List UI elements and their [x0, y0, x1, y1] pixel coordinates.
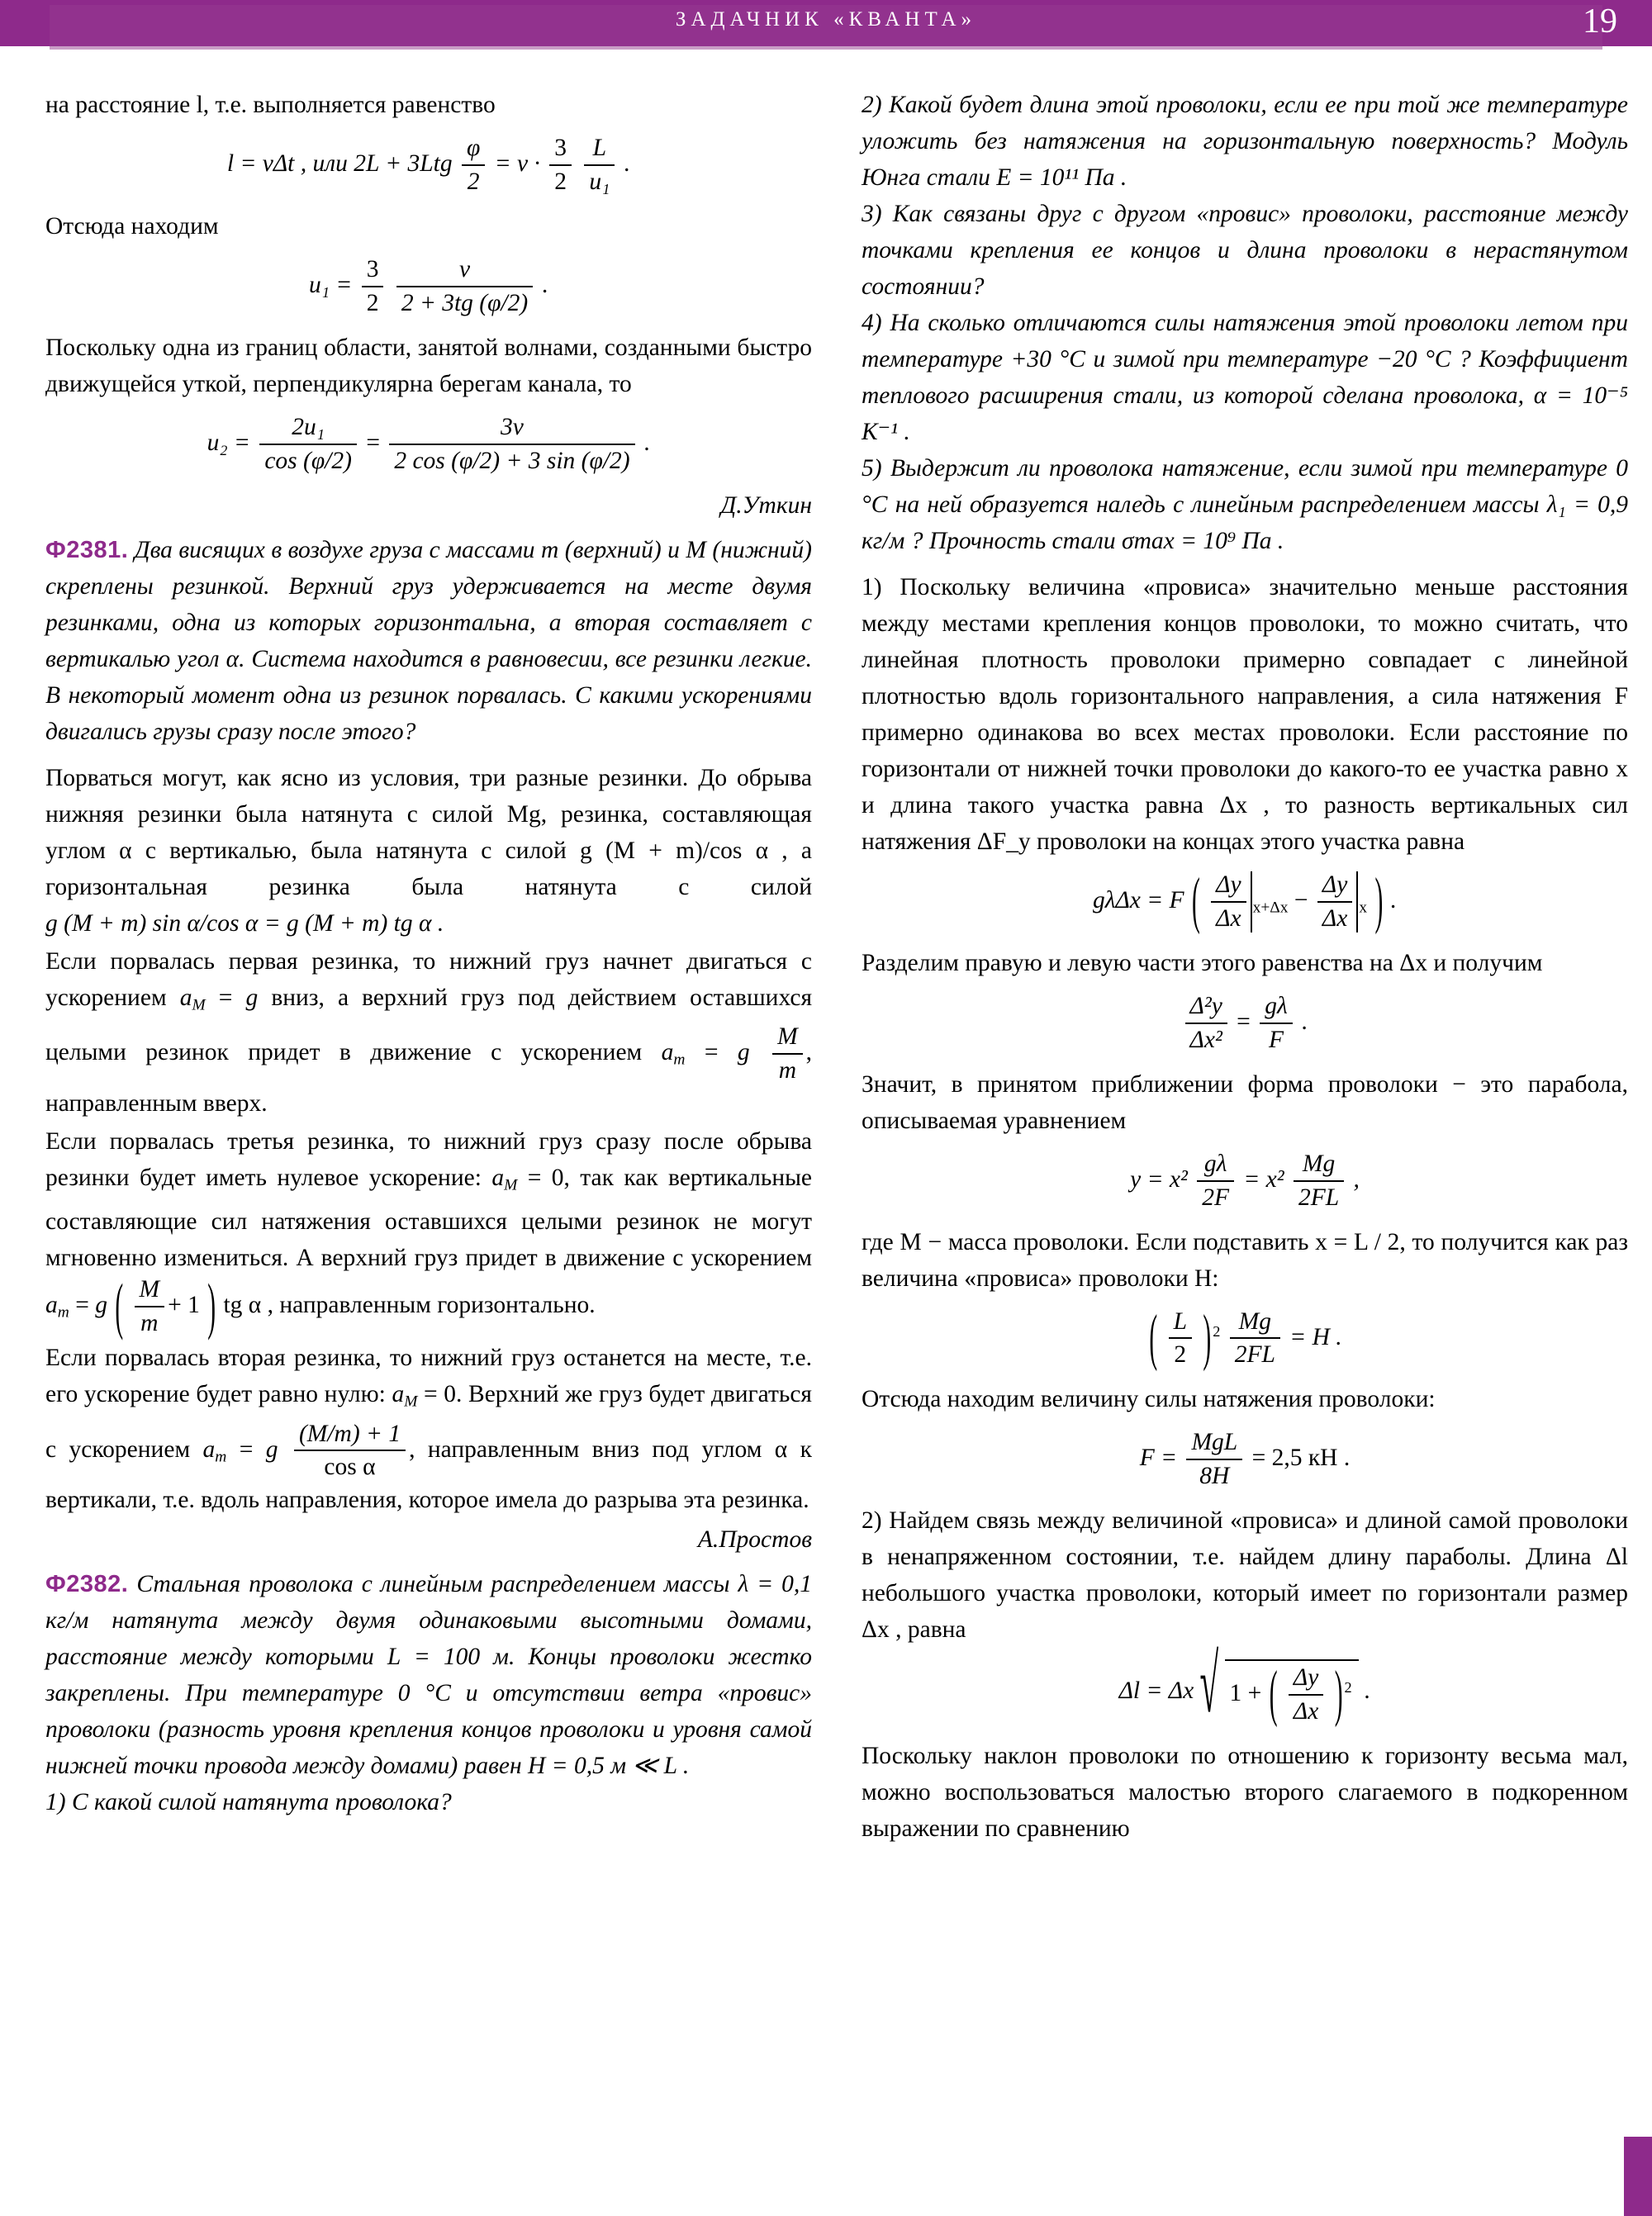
numerator: Mg — [1230, 1308, 1280, 1340]
answer-paragraph-5: Отсюда находим величину силы натяжения проволоки: — [862, 1386, 1436, 1413]
denominator: 2 cos (φ/2) + 3 sin (φ/2) — [394, 447, 630, 474]
numerator: M — [135, 1276, 165, 1307]
equation-3-frac-1 — [259, 414, 357, 476]
equation-2-tail: . — [542, 272, 548, 299]
problem-number-2381: Ф2381. — [45, 536, 129, 563]
equation-1-tail: . — [624, 150, 631, 178]
equation-F-power: 2 — [1344, 1679, 1352, 1696]
equation-A-minus: − — [1294, 887, 1308, 914]
numerator: v — [396, 256, 533, 287]
equation-A-lhs: gλΔx = F — [1092, 887, 1184, 914]
equation-A-frac-1 — [1211, 871, 1246, 933]
equation-2 — [45, 256, 812, 318]
numerator: M — [772, 1023, 803, 1055]
answer-paragraph-2: Разделим правую и левую части этого равенства на Δx и получим — [862, 949, 1543, 976]
right-column — [862, 87, 1628, 1848]
denominator: 2 — [366, 289, 379, 316]
inline-eq-am-gMm: $a_m = g$ $\frac{M}{m}$ — [662, 1039, 806, 1065]
answer-paragraph-7: Поскольку наклон проволоки по отношению к горизонту весьма мал, можно воспользоваться малостью второго слагаемого в подкоренном выражении по сравнению — [862, 1743, 1628, 1843]
equation-C-tail: , — [1353, 1165, 1360, 1193]
denominator: 2FL — [1234, 1341, 1275, 1369]
open-paren: ( — [115, 1273, 124, 1342]
equation-E — [862, 1429, 1628, 1491]
radical-sign-icon: √ — [1199, 1637, 1219, 1730]
equation-3-lhs: u₂ = — [206, 429, 250, 456]
equation-1-mid: = v · — [494, 150, 540, 178]
open-paren: ( — [1149, 1303, 1158, 1373]
author-attribution-1: Д.Уткин — [720, 491, 812, 519]
corner-accent-mark — [1624, 2137, 1652, 2216]
equation-A-tail: . — [1390, 887, 1398, 914]
equation-F-tail: . — [1365, 1677, 1371, 1705]
equation-F-lhs: Δl = Δx — [1118, 1677, 1194, 1705]
equation-A-sub-1: x+Δx — [1252, 899, 1289, 917]
equation-D-rhs: = H . — [1289, 1323, 1342, 1350]
author-attribution-2: А.Простов — [697, 1526, 812, 1554]
equation-B — [862, 993, 1628, 1055]
problem-question-3: 3) Как связаны друг с другом «провис» проволоки, расстояние между точками крепления ее концов и длина проволоки в нерастянутом состоянии? — [862, 201, 1628, 300]
frac-M-m — [772, 1023, 803, 1085]
equation-3-tail: . — [643, 429, 651, 456]
denominator: 2FL — [1298, 1184, 1340, 1211]
page-number: 19 — [1583, 2, 1617, 40]
plus-one: + 1 — [168, 1292, 200, 1319]
denominator: cos (φ/2) — [264, 447, 352, 474]
numerator: Δy — [1289, 1664, 1323, 1696]
close-paren: ) — [1374, 867, 1384, 937]
numerator: Δy — [1211, 871, 1246, 903]
equation-C-frac-2 — [1294, 1151, 1344, 1212]
numerator: (M/m) + 1 — [294, 1421, 406, 1452]
equation-1 — [45, 135, 812, 197]
numerator: L — [1169, 1308, 1192, 1340]
left-column — [45, 87, 812, 1820]
denominator: F — [1268, 1026, 1284, 1053]
open-paren: ( — [1191, 867, 1200, 937]
square-root — [1199, 1637, 1359, 1730]
paragraph-intro: на расстояние l, т.е. выполняется равенство — [45, 92, 496, 118]
problem-question-1: 1) С какой силой натянута проволока? — [45, 1789, 452, 1816]
close-paren: ) — [207, 1273, 216, 1342]
equation-A-sub-2: x — [1359, 899, 1368, 917]
denominator: Δx — [1293, 1698, 1319, 1725]
tg-alpha: tg α , — [223, 1292, 273, 1319]
problem-question-4: 4) На сколько отличаются силы натяжения этой проволоки летом при температуре +30 °C и зимой при температуре −20 °C ? Коэффициент теплового расширения стали, из которой сделана проволока, α = 10⁻⁵ К⁻¹ . — [862, 310, 1628, 445]
equation-D-frac-Mg — [1230, 1308, 1280, 1370]
denominator: Δx² — [1189, 1026, 1222, 1053]
denominator: 2 — [1174, 1341, 1187, 1369]
numerator: 2u₁ — [259, 414, 357, 445]
numerator: 3 — [549, 135, 572, 166]
solution-paragraph-4: Если порвалась вторая резинка, то нижний груз останется на месте, т.е. его ускорение будет равно нулю: $a_M = 0$. Верхний же груз будет двигаться с ускорением $a_m = g$ $\frac{(M/m) + 1}{\text{cos α}}$ , направленным вниз под углом α к вертикали, т.е. вдоль направления, которое имела до разрыва эта резинка. — [45, 1345, 812, 1514]
close-paren: ) — [1334, 1660, 1343, 1730]
equation-2-lhs: u₁ = — [309, 272, 353, 299]
evaluation-bar-1 — [1251, 871, 1252, 932]
numerator: Δy — [1317, 871, 1352, 903]
numerator: Δ²y — [1185, 993, 1227, 1024]
answer-paragraph-6: 2) Найдем связь между величиной «провиса» и длиной самой проволоки в ненапряженном состоянии, т.е. найдем длину параболы. Длина Δl небольшого участка проволоки, который имеет по горизонтали размер Δx , равна — [862, 1507, 1628, 1644]
header-underline — [50, 46, 1602, 50]
denominator: 2F — [1202, 1184, 1229, 1211]
equation-B-equals: = — [1237, 1008, 1251, 1036]
equation-C-frac-1 — [1197, 1151, 1234, 1212]
numerator: φ — [462, 135, 485, 166]
answer-paragraph-1: 1) Поскольку величина «провиса» значительно меньше расстояния между местами крепления концов проволоки, то можно считать, что линейная плотность проволоки примерно совпадает с линейной плотностью вдоль горизонтального направления, а сила натяжения F примерно одинакова во всех местах проволоки. Если расстояние по горизонтали от нижней точки проволоки до какого-то ее участка равно x и длина такого участка равна Δx , то разность вертикальных сил натяжения ΔF_y проволоки на концах этого участка равна — [862, 574, 1628, 855]
denominator: 2 — [467, 168, 480, 195]
equation-E-frac — [1186, 1429, 1242, 1491]
inline-eq-aM-zero-1: $a_M = 0$ — [491, 1164, 564, 1194]
problem-question-2: 2) Какой будет длина этой проволоки, если ее при той же температуре уложить без натяжения на горизонтальную поверхность? Модуль Юнга стали E = 10¹¹ Па . — [862, 92, 1628, 191]
denominator: u₁ — [589, 168, 610, 195]
equation-C-equals: = x² — [1243, 1165, 1284, 1193]
equation-3 — [45, 414, 812, 476]
denominator: Δx — [1216, 904, 1241, 932]
inline-eq-aM-g: $a_M = g$ — [179, 984, 259, 1013]
denominator: 2 + 3tg (φ/2) — [401, 289, 529, 316]
solution-paragraph-2: Если порвалась первая резинка, то нижний груз начнет двигаться с ускорением $a_M = g$ вниз, а верхний груз под действием оставшихся целыми резинок придет в движение с ускорением $a_m = g$ $\frac{M}{m}$ , направленным вверх. — [45, 947, 813, 1117]
solution-paragraph-3: Если порвалась третья резинка, то нижний груз сразу после обрыва резинки будет иметь нулевое ускорение: $a_M = 0$, так как вертикальные составляющие сил натяжения оставшихся целыми резинок не могут мгновенно измениться. А верхний груз придет в движение с ускорением $a_m = g$ ( $\frac{M}{m}$ + 1 ) tg α , направленным горизонтально. — [45, 1123, 812, 1338]
numerator: 3v — [389, 414, 634, 445]
problem-question-5: 5) Выдержит ли проволока натяжение, если зимой при температуре 0 °C на ней образуется наледь с линейным распределением массы λ₁ = 0,9 кг/м ? Прочность стали σmax = 10⁹ Па . — [862, 455, 1628, 554]
equation-3-frac-2 — [389, 414, 634, 476]
equation-B-tail: . — [1302, 1008, 1308, 1036]
equation-C-lhs: y = x² — [1130, 1165, 1188, 1193]
equation-E-lhs: F = — [1139, 1445, 1178, 1472]
equation-A-frac-2 — [1317, 871, 1352, 933]
inline-eq-horizontal-rubber: g (M + m) sin α/cos α = g (M + m) tg α . — [45, 909, 444, 937]
problem-number-2382: Ф2382. — [45, 1571, 129, 1598]
equation-F-frac — [1289, 1664, 1323, 1726]
denominator: 2 — [554, 168, 567, 195]
equation-2-frac-v — [396, 256, 533, 318]
answer-paragraph-4: где M − масса проволоки. Если подставить x = L / 2, то получится как раз величина «провиса» проволоки H: — [862, 1228, 1628, 1292]
denominator: m — [140, 1310, 159, 1337]
equation-B-frac-1 — [1185, 993, 1227, 1055]
denominator: cos α — [324, 1454, 376, 1481]
denominator: 8H — [1199, 1463, 1230, 1490]
paragraph-otsyuda: Отсюда находим — [45, 212, 219, 240]
equation-1-frac-phi2 — [462, 135, 485, 197]
numerator: 3 — [362, 256, 384, 287]
answer-paragraph-3: Значит, в принятом приближении форма проволоки − это парабола, описываемая уравнением — [862, 1070, 1628, 1134]
numerator: gλ — [1197, 1151, 1234, 1182]
page-header-title: ЗАДАЧНИК «КВАНТА» — [675, 8, 977, 31]
inline-eq-aM-zero-2: $a_M = 0$ — [392, 1381, 457, 1411]
equation-C — [862, 1151, 1628, 1212]
denominator: m — [778, 1056, 796, 1084]
inline-eq-am-cos-alpha: $a_m = g$ $\frac{(M/m) + 1}{\text{cos α}}$ — [203, 1436, 410, 1463]
equation-A — [862, 867, 1628, 937]
equation-E-rhs: = 2,5 кН . — [1251, 1445, 1351, 1472]
equation-D-power: 2 — [1213, 1322, 1221, 1340]
solution-paragraph-1: Порваться могут, как ясно из условия, три разные резинки. До обрыва нижняя резинки была натянута с силой Mg, резинка, составляющая углом α с вертикалью, была натянута с силой g (M + m)/cos α , а горизонтальная резинка была натянута с силой g (M + m) sin α/cos α = g (M + m) tg α . — [45, 764, 812, 937]
paragraph-poskolku: Поскольку одна из границ области, занятой волнами, созданными быстро движущейся уткой, перпендикулярна берегам канала, то — [45, 334, 812, 397]
equation-3-equals: = — [366, 429, 380, 456]
equation-D-frac-L2 — [1169, 1308, 1192, 1370]
frac-Mm-plus1-cos — [294, 1421, 406, 1483]
equation-1-frac-3-2 — [549, 135, 572, 197]
problem-text-2381: Два висящих в воздухе груза с массами m (верхний) и M (нижний) скреплены резинкой. Верхний груз удерживается на месте двумя резинками, одна из которых горизонтальна, а вторая составляет с вертикалью угол α. Система находится в равновесии, все резинки легкие. В некоторый момент одна из резинок порвалась. С какими ускорениями двигались грузы сразу после этого? — [45, 536, 813, 745]
numerator: gλ — [1260, 993, 1293, 1024]
equation-2-frac-3-2 — [362, 256, 384, 318]
inline-eq-am-tg-alpha: $a_m = g$ ( $\frac{M}{m}$ + 1 ) tg α , — [45, 1292, 273, 1318]
radicand-one: 1 + — [1229, 1680, 1262, 1707]
close-paren: ) — [1203, 1303, 1212, 1373]
equation-D — [862, 1303, 1628, 1373]
radicand — [1225, 1659, 1359, 1730]
equation-1-lhs: l = vΔt , или 2L + 3Ltg — [226, 150, 453, 178]
equation-F — [862, 1637, 1628, 1730]
equation-1-frac-L-u1 — [584, 135, 615, 197]
numerator: MgL — [1186, 1429, 1242, 1460]
numerator: Mg — [1294, 1151, 1344, 1182]
numerator: L — [584, 135, 615, 166]
problem-statement-2381 — [45, 532, 812, 750]
problem-text-2382: Стальная проволока с линейным распределением массы λ = 0,1 кг/м натянута между двумя одинаковыми высотными домами, расстояние между которыми L = 100 м. Концы проволоки жестко закреплены. При температуре 0 °C и отсутствии ветра «провис» проволоки (разность уровня крепления концов проволоки и уровня самой нижней точки провода между домами) равен H = 0,5 м ≪ L . — [45, 1571, 813, 1780]
equation-B-frac-2 — [1260, 993, 1293, 1055]
page-header-band — [0, 0, 1652, 46]
denominator: Δx — [1322, 904, 1348, 932]
open-paren: ( — [1269, 1660, 1278, 1730]
problem-statement-2382 — [45, 1566, 812, 1820]
frac-M-m-2 — [135, 1276, 165, 1338]
